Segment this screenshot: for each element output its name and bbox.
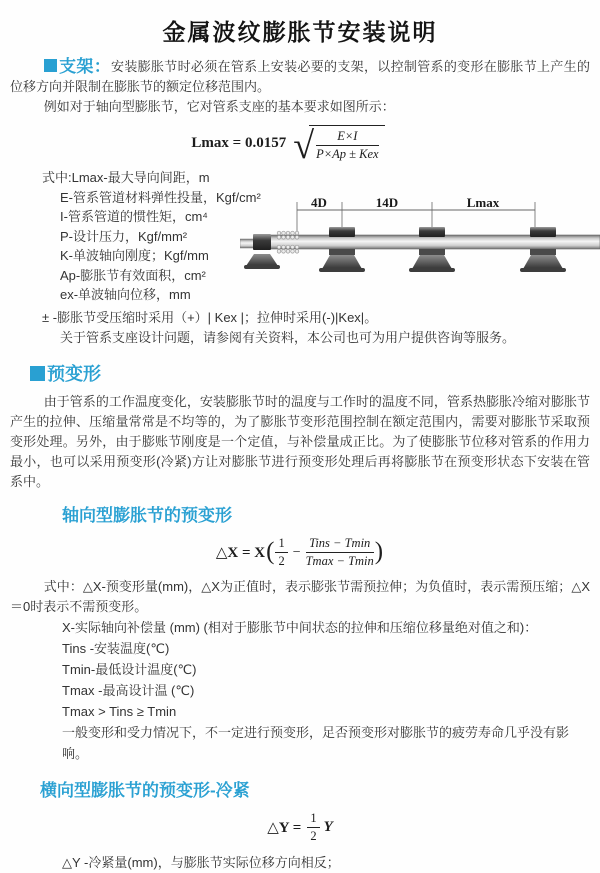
page-title: 金属波纹膨胀节安装说明 xyxy=(162,19,438,45)
sqrt-expression xyxy=(293,124,384,167)
sqrt-symbol: √ xyxy=(293,124,315,167)
pipe-support xyxy=(319,227,365,272)
preform-section-heading xyxy=(30,360,590,386)
dimension-label-14d: 14D xyxy=(375,195,399,210)
support-intro-text: 安装膨胀节时必须在管系上安装必要的支架，以控制管系的变形在膨胀节上产生的位移方向并限制在膨胀节的额定位移范围内。 xyxy=(10,59,590,94)
lmax-fraction xyxy=(316,129,379,162)
lateral-note: △Y -冷紧量(mm)，与膨胀节实际位移方向相反； xyxy=(62,855,340,870)
axial-definition-line: Tmax -最高设计温 (℃) xyxy=(62,683,195,698)
lateral-preform-heading: 横向型膨胀节的预变形-冷紧 xyxy=(40,781,250,800)
pipe xyxy=(270,235,600,249)
support-example-text: 例如对于轴向型膨胀节，它对管系支座的基本要求如图所示： xyxy=(43,99,395,114)
sqrt-radicand xyxy=(309,125,385,162)
pipe-support xyxy=(520,227,566,272)
temp-fraction-denominator: Tmax − Tmin xyxy=(305,554,374,568)
axial-definition-line: Tins -安装温度(℃) xyxy=(62,641,170,656)
half-numerator: 1 xyxy=(275,536,287,553)
axial-definition-line: X-实际轴向补偿量 (mm) (相对于膨胀节中间状态的拉伸和压缩位移量绝对值之和)： xyxy=(62,620,538,635)
definition-line: 式中:Lmax-最大导向间距，m xyxy=(42,170,210,185)
temp-fraction-numerator: Tins − Tmin xyxy=(306,536,374,553)
minus-operator: − xyxy=(292,544,301,560)
dimension-label-4d: 4D xyxy=(311,195,327,210)
definition-line: ex-单波轴向位移，mm xyxy=(60,287,191,302)
dy-formula-lhs: △Y = xyxy=(267,820,302,836)
definition-line: I-管系管道的惯性矩，cm⁴ xyxy=(60,209,208,224)
dy-half-numerator: 1 xyxy=(307,811,319,828)
dx-formula-lhs: △X = X xyxy=(215,545,266,561)
axial-preform-heading: 轴向型膨胀节的预变形 xyxy=(62,506,232,525)
half-denominator: 2 xyxy=(278,554,285,568)
definition-line: Ap-膨胀节有效面积，cm² xyxy=(60,267,206,283)
dx-formula-explain: 式中：△X-预变形量(mm)，△X为正值时，表示膨张节需预拉伸；为负值时，表示需预压缩；△X＝0时表示不需预变形。 xyxy=(10,579,590,614)
support-section-heading: 支架： xyxy=(58,57,112,76)
axial-definition-line: Tmax > Tins ≥ Tmin xyxy=(62,704,177,719)
axial-definition-line: Tmin-最低设计温度(℃) xyxy=(62,662,197,677)
lmax-fraction-numerator: E×I xyxy=(316,129,379,146)
lmax-formula xyxy=(0,124,578,167)
open-paren: ( xyxy=(266,538,275,565)
definition-line: K-单波轴向刚度；Kgf/mm xyxy=(60,248,209,263)
one-half-fraction xyxy=(275,536,287,569)
pipe-support xyxy=(409,227,455,272)
consult-note: 关于管系支座设计问题，请参阅有关资料，本公司也可为用户提供咨询等服务。 xyxy=(60,329,516,345)
plus-minus-note: ± -膨胀节受压缩时采用（+）| Kex |；拉伸时采用(-)|Kex|。 xyxy=(42,310,378,325)
dy-half-denominator: 2 xyxy=(310,829,317,843)
preform-paragraph: 由于管系的工作温度变化，安装膨胀节时的温度与工作时的温度不同，管系热膨胀冷缩对膨胀节产生的拉伸、压缩量常常是不均等的，为了膨胀节变形范围控制在额定范围内，需要对膨胀节采取预变形处理。另外，由于膨账节刚度是一个定值，与补偿量成正比。为了使膨胀节位移对管系的作用力最小，也可以采用预变形(冷紧)方让对膨胀节进行预变形处理后再将膨胀节在预变形状态下安装在管系中。 xyxy=(10,394,590,489)
temperature-fraction xyxy=(306,536,374,569)
section-marker-icon xyxy=(30,366,45,381)
definition-line: P-设计压力，Kgf/mm² xyxy=(60,228,188,244)
document-page xyxy=(0,14,600,873)
pipe-support-diagram xyxy=(240,194,600,282)
dy-formula-rhs: Y xyxy=(323,819,333,835)
definition-line: E-管系管道材料弹性投量，Kgf/cm² xyxy=(60,189,261,205)
close-paren: ) xyxy=(374,538,384,565)
support-paragraph xyxy=(10,57,590,97)
dy-one-half-fraction xyxy=(307,811,319,844)
section-marker-icon xyxy=(44,59,57,72)
definitions-and-diagram xyxy=(10,168,590,308)
axial-preform-formula xyxy=(10,536,590,569)
preform-heading-label: 预变形 xyxy=(47,364,101,384)
axial-definition-line: 一般变形和受力情况下，不一定进行预变形，足否预变形对膨胀节的疲劳寿命几乎没有影响。 xyxy=(62,725,570,761)
lmax-formula-lhs: Lmax = 0.0157 xyxy=(191,135,287,151)
lmax-fraction-denominator: P×Ap ± Kex xyxy=(316,147,379,161)
dimension-label-lmax: Lmax xyxy=(466,195,500,210)
lateral-preform-formula xyxy=(10,811,590,844)
